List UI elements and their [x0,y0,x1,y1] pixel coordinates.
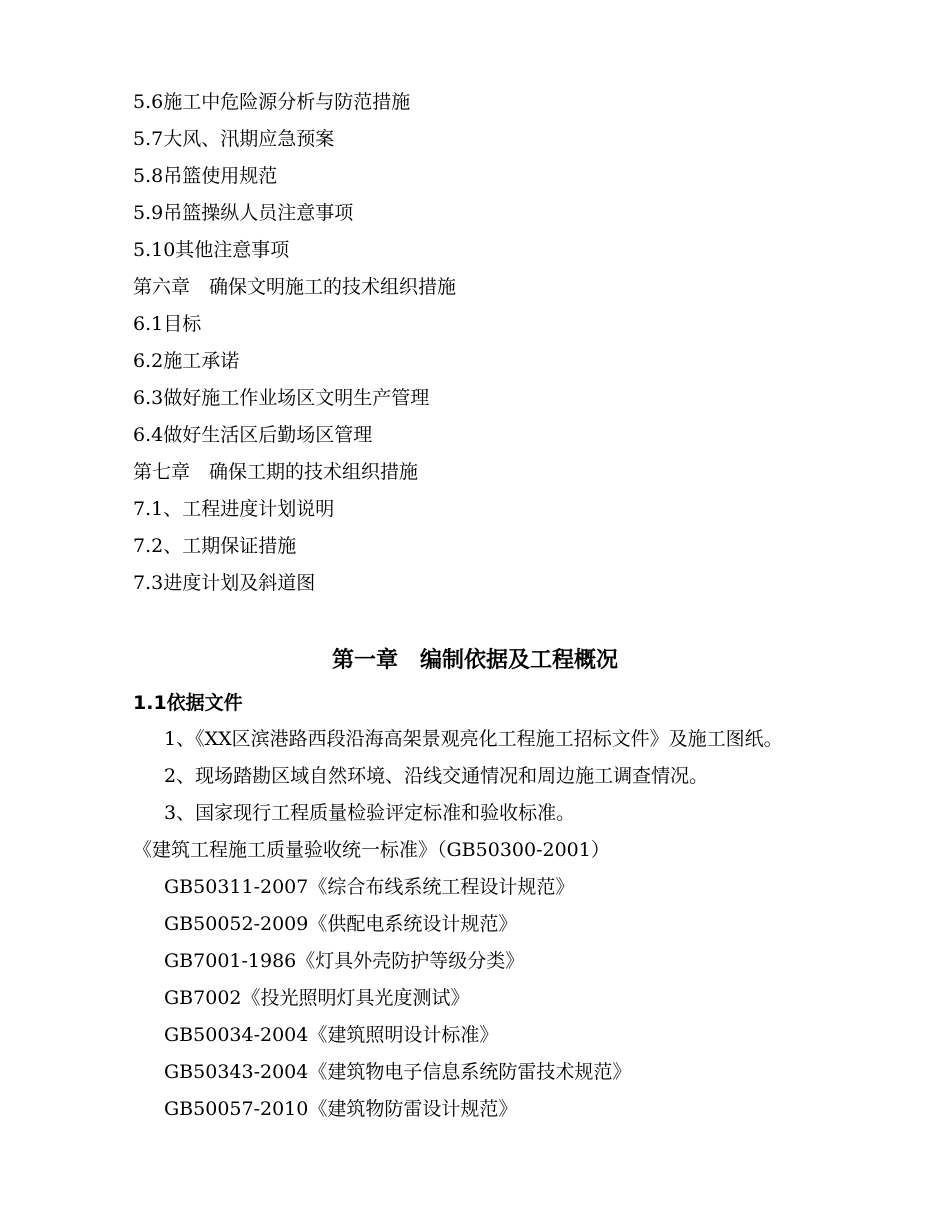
standard-reference: GB50034-2004《建筑照明设计标准》 [164,1024,499,1046]
body-paragraph: 3、国家现行工程质量检验评定标准和验收标准。 [164,802,576,824]
toc-item: 5.7大风、汛期应急预案 [133,128,335,150]
toc-item: 6.2施工承诺 [133,350,240,372]
standard-reference: GB50311-2007《综合布线系统工程设计规范》 [164,876,575,898]
toc-item: 6.3做好施工作业场区文明生产管理 [133,387,430,409]
standard-reference: GB50343-2004《建筑物电子信息系统防雷技术规范》 [164,1061,632,1083]
toc-item: 5.8吊篮使用规范 [133,165,278,187]
toc-item: 5.10其他注意事项 [133,239,290,261]
standard-reference: GB50052-2009《供配电系统设计规范》 [164,913,518,935]
standard-reference: GB50057-2010《建筑物防雷设计规范》 [164,1098,518,1120]
toc-item: 7.1、工程进度计划说明 [133,498,335,520]
section-title: 1.1依据文件 [133,692,243,714]
toc-item: 6.4做好生活区后勤场区管理 [133,424,373,446]
standard-reference: GB7002《投光照明灯具光度测试》 [164,987,470,1009]
chapter-title: 第一章 编制依据及工程概况 [331,648,618,673]
body-paragraph: 1、《XX区滨港路西段沿海高架景观亮化工程施工招标文件》及施工图纸。 [164,728,783,750]
standard-reference: 《建筑工程施工质量验收统一标准》（GB50300-2001） [133,839,610,861]
body-paragraph: 2、现场踏勘区域自然环境、沿线交通情况和周边施工调查情况。 [164,765,709,787]
standard-reference: GB7001-1986《灯具外壳防护等级分类》 [164,950,525,972]
toc-item: 7.3进度计划及斜道图 [133,572,316,594]
table-of-contents [133,86,456,604]
toc-chapter: 第七章 确保工期的技术组织措施 [133,461,419,483]
toc-item: 6.1目标 [133,313,202,335]
toc-item: 7.2、工期保证措施 [133,535,297,557]
toc-item: 5.6施工中危险源分析与防范措施 [133,91,411,113]
toc-chapter: 第六章 确保文明施工的技术组织措施 [133,276,457,298]
toc-item: 5.9吊篮操纵人员注意事项 [133,202,354,224]
